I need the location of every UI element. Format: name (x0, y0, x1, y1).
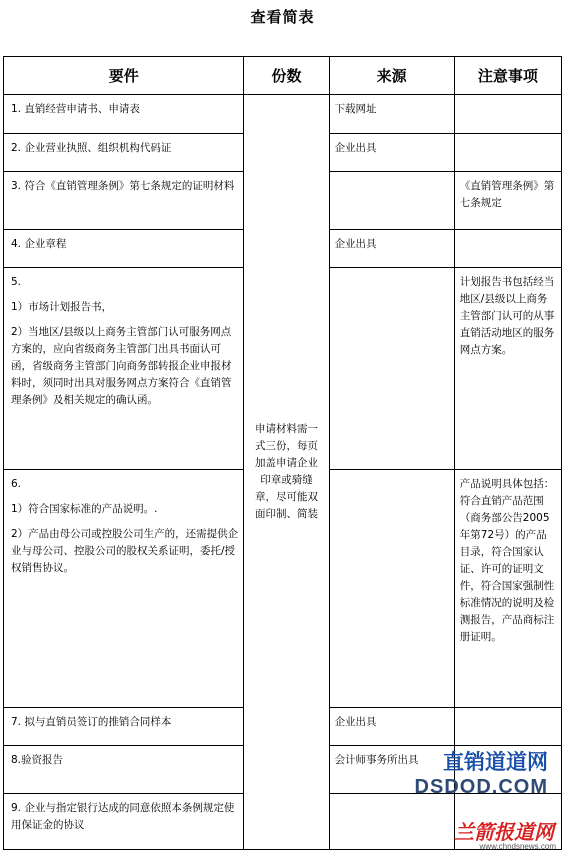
table-header-row (4, 57, 562, 95)
requirement-cell: 5. 1）市场计划报告书， 2）当地区/县级以上商务主管部门认可服务网点方案的，应向省级商务主管部门出具书面认可函，省级商务主管部门向商务部转报企业申报材料时，须同时出具对服务网点方案符合《直销管理条例》及相关规定的确认函。 (4, 268, 244, 470)
source-cell (329, 172, 454, 230)
source-cell (329, 268, 454, 470)
requirement-cell: 2. 企业营业执照、组织机构代码证 (4, 134, 244, 172)
table-row (4, 95, 562, 134)
watermark-url: www.chndsnews.com (479, 842, 556, 851)
requirements-table (3, 56, 562, 850)
source-cell: 下载网址 (329, 95, 454, 134)
source-cell: 企业出具 (329, 708, 454, 746)
requirement-cell: 8.验资报告 (4, 746, 244, 794)
header-source: 来源 (329, 57, 454, 95)
source-cell (329, 470, 454, 708)
requirement-cell: 6. 1）符合国家标准的产品说明。. 2）产品由母公司或控股公司生产的，还需提供企业与母公司、控股公司的股权关系证明，委托/授权销售协议。 (4, 470, 244, 708)
header-requirement: 要件 (4, 57, 244, 95)
source-cell: 企业出具 (329, 230, 454, 268)
page-title: 查看简表 (250, 8, 315, 26)
quantity-cell: 申请材料需一式三份，每页加盖申请企业印章或骑缝章，尽可能双面印制、简装 (244, 95, 329, 850)
notes-cell (454, 708, 561, 746)
requirement-cell: 3. 符合《直销管理条例》第七条规定的证明材料 (4, 172, 244, 230)
requirement-cell: 9. 企业与指定银行达成的同意依照本条例规定使用保证金的协议 (4, 794, 244, 850)
requirement-cell: 4. 企业章程 (4, 230, 244, 268)
notes-cell (454, 95, 561, 134)
source-cell: 会计师事务所出具 (329, 746, 454, 794)
header-quantity: 份数 (244, 57, 329, 95)
notes-cell: 计划报告书包括经当地区/县级以上商务主管部门认可的从事直销活动地区的服务网点方案。 (454, 268, 561, 470)
requirement-cell: 1. 直销经营申请书、申请表 (4, 95, 244, 134)
notes-cell (454, 230, 561, 268)
watermark (414, 746, 562, 854)
watermark-logo: 兰箭报道网 (454, 820, 554, 844)
notes-cell (454, 134, 561, 172)
requirement-cell: 7. 拟与直销员签订的推销合同样本 (4, 708, 244, 746)
notes-cell: 产品说明具体包括：符合直销产品范围（商务部公告2005年第72号）的产品目录，符合国家认证、许可的证明文件，符合国家强制性标准情况的说明及检测报告，产品商标注册证明。 (454, 470, 561, 708)
watermark-brand: 直销道道网 (443, 751, 548, 774)
header-notes: 注意事项 (454, 57, 561, 95)
watermark-domain: DSDOD.COM (414, 776, 548, 798)
source-cell: 企业出具 (329, 134, 454, 172)
notes-cell: 《直销管理条例》第七条规定 (454, 172, 561, 230)
